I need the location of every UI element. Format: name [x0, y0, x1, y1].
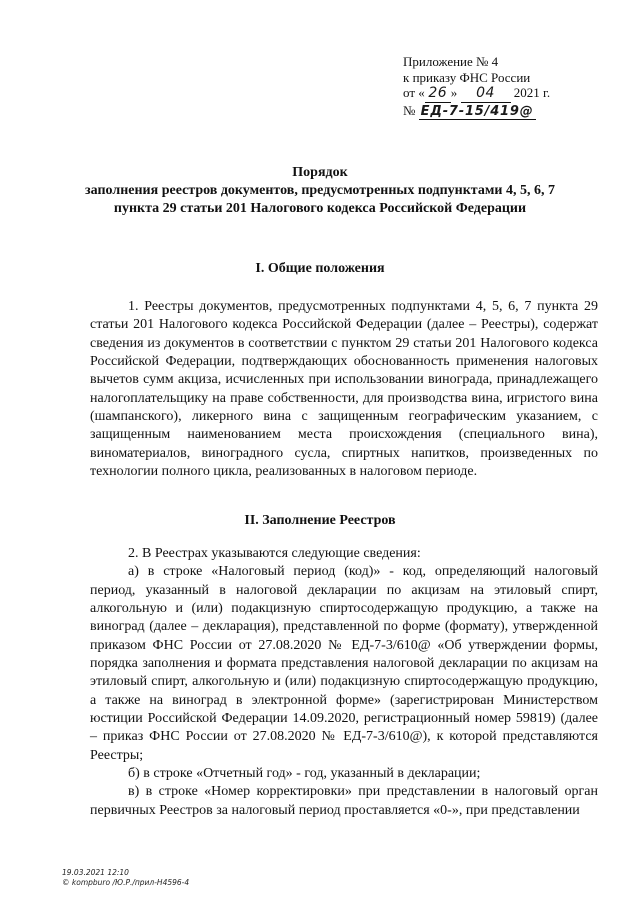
- appendix-date-prefix: от «: [403, 85, 425, 100]
- section-1-heading: I. Общие положения: [255, 261, 385, 276]
- appendix-label: Приложение № 4: [403, 54, 499, 69]
- section-2-heading: II. Заполнение Реестров: [244, 513, 396, 528]
- appendix-number-value: ЕД-7-15/419@: [420, 103, 534, 119]
- appendix-date-line: [403, 85, 593, 103]
- appendix-date-month: 04: [461, 86, 511, 103]
- appendix-number-prefix: №: [403, 102, 416, 118]
- paragraph-2: 2. В Реестрах указываются следующие сведения:: [128, 546, 421, 561]
- item-b: б) в строке «Отчетный год» - год, указанный в декларации;: [128, 766, 481, 782]
- title-line-2: заполнения реестров документов, предусмотренных подпунктами 4, 5, 6, 7: [85, 183, 555, 198]
- page-footer: [62, 868, 189, 887]
- footer-file-ref: © kompburo /Ю.Р./прил-Н4596-4: [62, 877, 190, 887]
- section-2-body: [90, 545, 598, 820]
- item-c: в) в строке «Номер корректировки» при представлении в налоговый орган первичных Реестров за налоговый период проставляется «0-», при представлении: [90, 784, 598, 818]
- appendix-date-day: 26: [425, 86, 451, 103]
- appendix-date-sep: »: [450, 85, 458, 100]
- appendix-number-line: [403, 103, 593, 121]
- appendix-block: [403, 54, 593, 120]
- appendix-order-ref: к приказу ФНС России: [403, 69, 531, 85]
- paragraph-1: 1. Реестры документов, предусмотренных подпунктами 4, 5, 6, 7 пункта 29 статьи 201 Налогового кодекса Российской Федерации (далее – Реестры), содержат сведения из документов в соответствии с пунктом 29 статьи 201 Налогового кодекса Российской Федерации, подтверждающих обоснованность применения налоговых вычетов сумм акциза, исчисленных при использовании винограда, принадлежащего налогоплательщику на праве собственности, для производства вина, игристого вина (шампанского), ликерного вина с защищенным географическим указанием, с защищенным наименованием места происхождения (специального вина), виноматериалов, виноградного сусла, спиртных напитков, произведенных по технологии полного цикла, реализованных в налоговом периоде.: [90, 299, 598, 480]
- title-line-1: Порядок: [292, 165, 348, 180]
- appendix-date-year: 2021 г.: [513, 85, 551, 100]
- section-1-body: [90, 298, 598, 481]
- document-title: [0, 164, 640, 218]
- title-line-3: пункта 29 статьи 201 Налогового кодекса Российской Федерации: [113, 201, 527, 216]
- item-a: а) в строке «Налоговый период (код)» - код, определяющий налоговый период, указанный в налоговой декларации по акцизам на этиловый спирт, алкогольную и (или) подакцизную спиртосодержащую продукцию, а также на виноград (далее – декларация), представленной по форме (формату), утвержденной приказом ФНС России от 27.08.2020 № ЕД-7-3/610@ «Об утверждении формы, порядка заполнения и формата представления налоговой декларации по акцизам на этиловый спирт, алкогольную и (или) подакцизную спиртосодержащую продукцию, а также на виноград в электронной форме» (зарегистрирован Министерством юстиции Российской Федерации 14.09.2020, регистрационный номер 59819) (далее – приказ ФНС России от 27.08.2020 № ЕД-7-3/610@), к которой представляются Реестры;: [90, 564, 598, 763]
- footer-timestamp: 19.03.2021 12:10: [62, 868, 129, 877]
